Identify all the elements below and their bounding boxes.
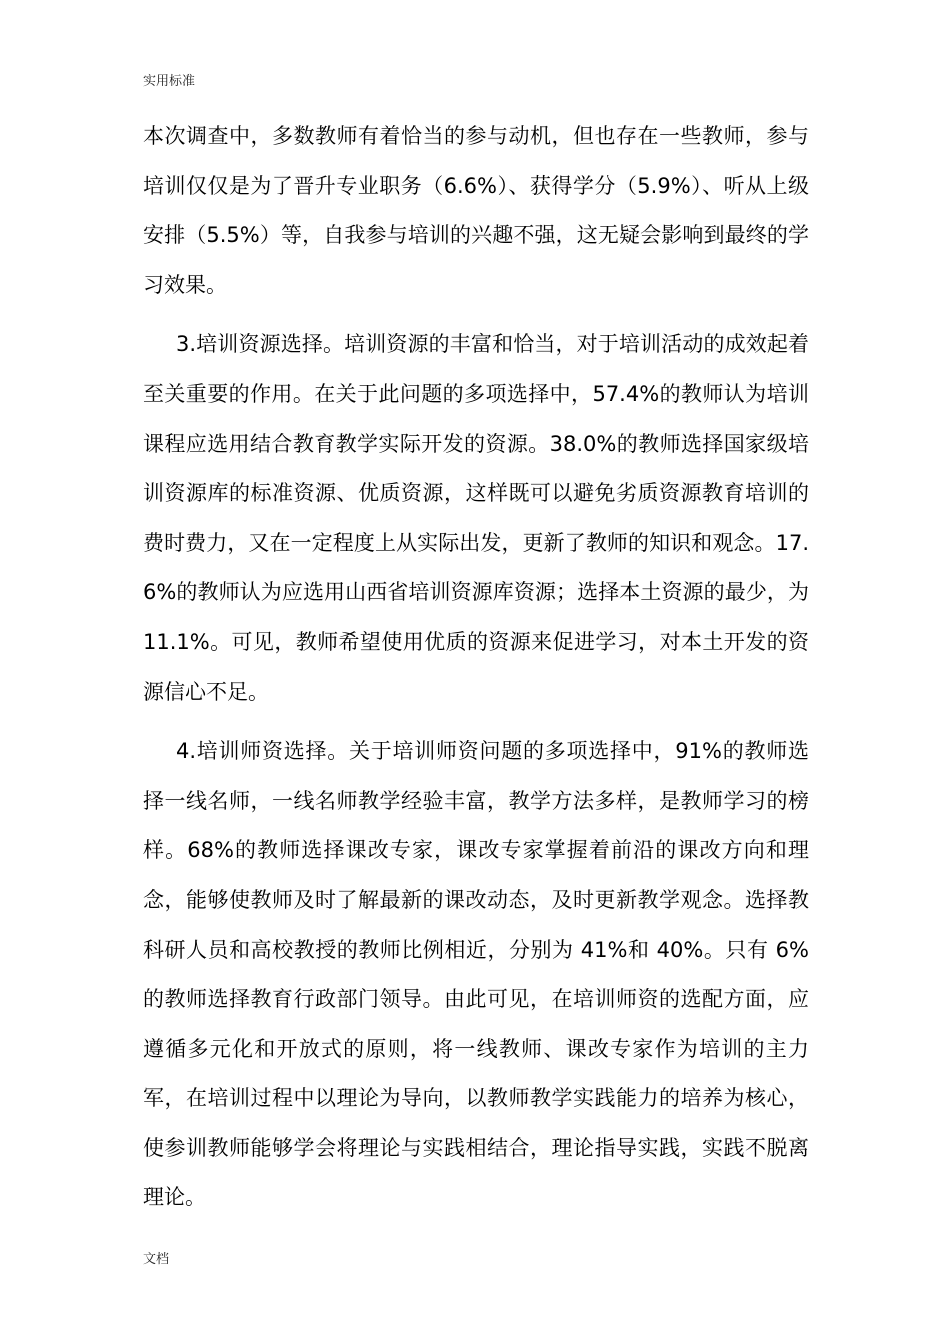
paragraph-training-teachers: 4.培训师资选择。关于培训师资问题的多项选择中，91%的教师选择一线名师，一线名师教学经验丰富，教学方法多样，是教师学习的榜样。68%的教师选择课改专家，课改专家掌握着前沿的课改方向和理念，能够使教师及时了解最新的课改动态，及时更新教学观念。选择教科研人员和高校教授的教师比例相近，分别为 41%和 40%。只有 6%的教师选择教育行政部门领导。由此可见，在培训师资的选配方面，应遵循多元化和开放式的原则，将一线教师、课改专家作为培训的主力军，在培训过程中以理论为导向，以教师教学实践能力的培养为核心，使参训教师能够学会将理论与实践相结合，理论指导实践，实践不脱离理论。 (143, 739, 809, 1210)
document-body (143, 112, 809, 1223)
page-header: 实用标准 (143, 74, 196, 89)
paragraph-motivation: 本次调查中，多数教师有着恰当的参与动机，但也存在一些教师，参与培训仅仅是为了晋升专业职务（6.6%）、获得学分（5.9%）、听从上级安排（5.5%）等，自我参与培训的兴趣不强，这无疑会影响到最终的学习效果。 (143, 124, 809, 297)
paragraph-training-resources: 3.培训资源选择。培训资源的丰富和恰当，对于培训活动的成效起着至关重要的作用。在关于此问题的多项选择中，57.4%的教师认为培训课程应选用结合教育教学实际开发的资源。38.0%的教师选择国家级培训资源库的标准资源、优质资源，这样既可以避免劣质资源教育培训的费时费力，又在一定程度上从实际出发，更新了教师的知识和观念。17.6%的教师认为应选用山西省培训资源库资源；选择本土资源的最少，为 11.1%。可见，教师希望使用优质的资源来促进学习，对本土开发的资源信心不足。 (143, 332, 809, 704)
page-footer: 文档 (143, 1252, 170, 1267)
